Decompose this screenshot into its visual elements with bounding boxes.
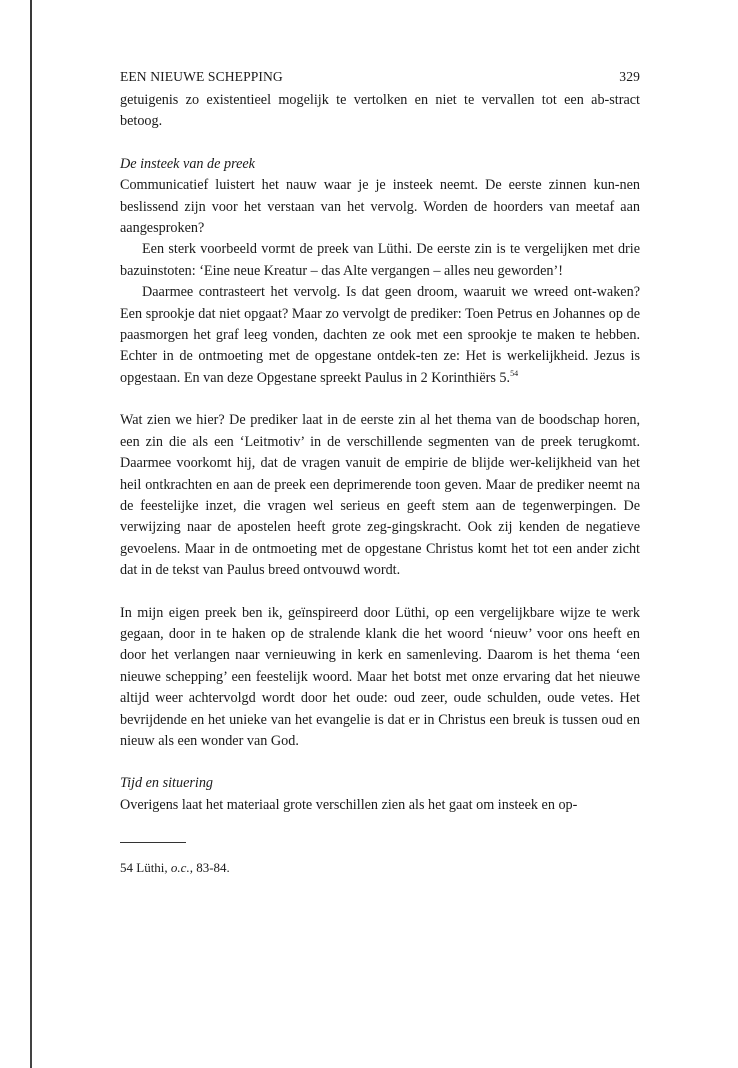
paragraph-4: [120, 282, 640, 389]
scan-edge: [30, 0, 32, 1068]
footnote: [120, 859, 640, 877]
footnote-author: Lüthi,: [136, 860, 168, 876]
footnote-ref: o.c.,: [170, 860, 193, 876]
paragraph-6: In mijn eigen preek ben ik, geïnspireerd door Lüthi, op een vergelijkbare wijze te werk gegaan, door in te haken op de stralende klank die het woord ‘nieuw’ voor ons heeft en door het verlangen naar vernieuwing in kerk en samenleving. Daarom is het thema ‘een nieuwe schepping’ een feestelijk woord. Maar het botst met onze ervaring dat het nieuwe altijd weer achtervolgd wordt door het oude: oud zeer, oude schulden, oude vetes. Het bevrijdende en het unieke van het evangelie is dat er in Christus een breuk is tussen oud en nieuw als een wonder van God.: [120, 604, 640, 749]
paragraph-1: getuigenis zo existentieel mogelijk te vertolken en niet te vervallen tot een ab-stract betoog.: [120, 92, 640, 130]
footnote-marker[interactable]: 54: [510, 368, 519, 378]
running-title: EEN NIEUWE SCHEPPING: [120, 69, 283, 84]
paragraph-4-text: Daarmee contrasteert het vervolg. Is dat geen droom, waaruit we wreed ont-waken? Een sprookje dat niet opgaat? Maar zo vervolgt de prediker: Toen Petrus en Johannes op de paasmorgen het graf leeg vonden, dachten ze ook met een sprookje te maken te hebben. Echter in de ontmoeting met de opgestane ontdek-ten ze: Het is werkelijkheid. Jezus is opgestaan. En van deze Opgestane spreekt Paulus in 2 Korinthiërs 5.: [120, 284, 640, 386]
running-head: [120, 66, 640, 90]
subheading-insteek: De insteek van de preek: [120, 155, 255, 172]
paragraph-5: Wat zien we hier? De prediker laat in de eerste zin al het thema van de boodschap horen, een zin die als een ‘Leitmotiv’ in de verschillende segmenten van de preek terugkomt. Daarmee voorkomt hij, dat de vragen vanuit de empirie de blijde wer-kelijkheid van het heil ontkrachten en aan de preek een deprimerende toon geven. Maar de prediker neemt na de feestelijke inzet, die vragen wel serieus en geeft stem aan de tegenwerpingen. De verwijzing naar de apostelen heeft grote zeg-gingskracht. Ook zij kenden de negatieve gevoelens. Maar in de ontmoeting met de opgestane Christus komt het tot een ander zicht dat in de tekst van Paulus breed ontvouwd wordt.: [120, 412, 640, 579]
paragraph-3: Een sterk voorbeeld vormt de preek van Lüthi. De eerste zin is te vergelijken met drie bazuinstoten: ‘Eine neue Kreatur – das Alte vergangen – alles neu geworden’!: [120, 241, 640, 279]
page: [120, 66, 640, 877]
footnote-rule: [120, 842, 186, 843]
paragraph-2: Communicatief luistert het nauw waar je je insteek neemt. De eerste zinnen kun-nen beslissend zijn voor het verstaan van het vervolg. Worden de hoorders van meetaf aan aangesproken?: [120, 177, 640, 237]
footnote-number: 54: [120, 860, 133, 876]
page-number: 329: [619, 69, 640, 84]
subheading-tijd: Tijd en situering: [120, 775, 214, 792]
footnote-pages: 83-84.: [196, 860, 230, 876]
paragraph-7: Overigens laat het materiaal grote verschillen zien als het gaat om insteek en op-: [120, 796, 578, 813]
